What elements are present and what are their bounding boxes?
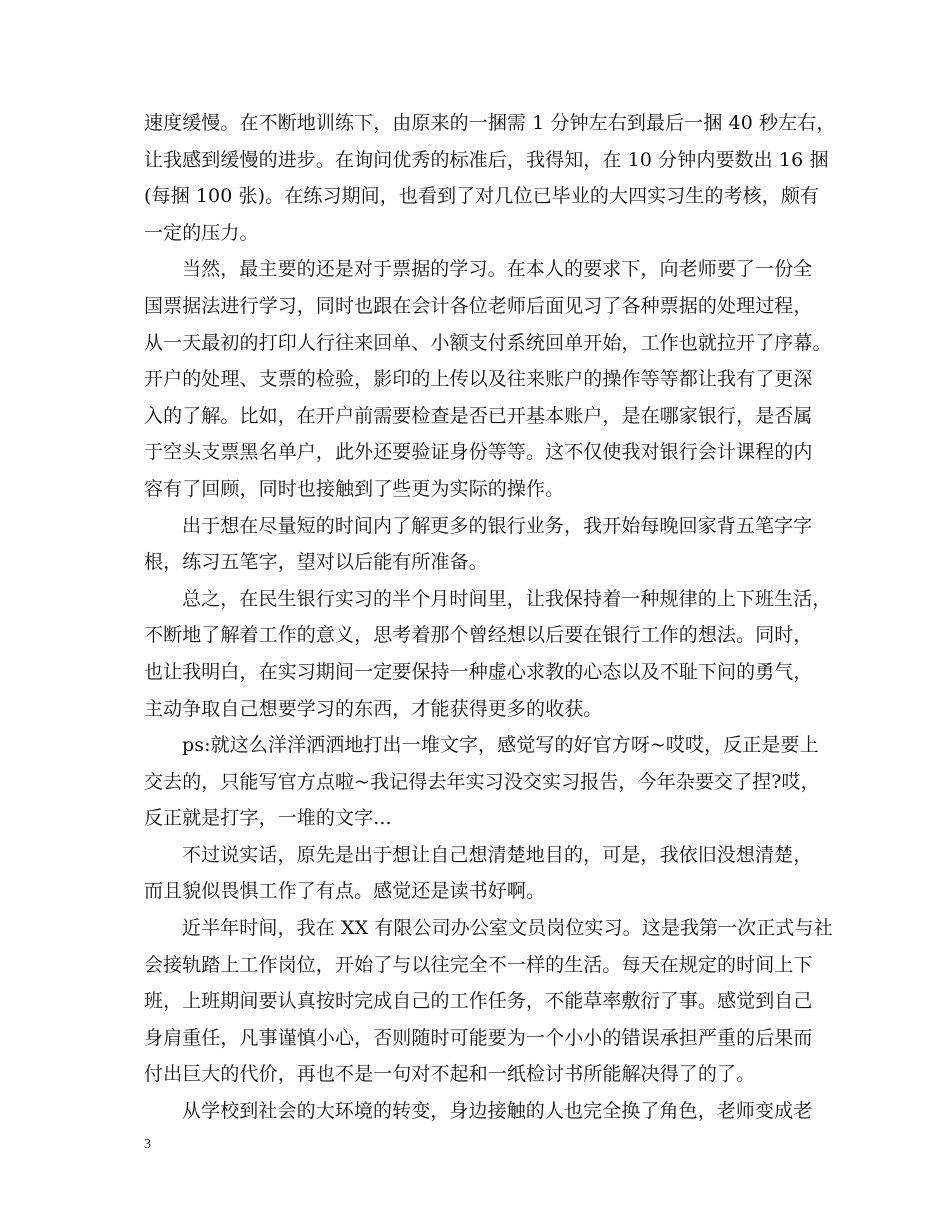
text-line: 主动争取自己想要学习的东西，才能获得更多的收获。 (144, 697, 603, 720)
text-line: 根，练习五笔字，望对以后能有所准备。 (144, 551, 488, 574)
text-line: 会接轨踏上工作岗位，开始了与以往完全不一样的生活。每天在规定的时间上下 (144, 953, 813, 976)
text-line: 于空头支票黑名单户，此外还要验证身份等等。这不仅使我对银行会计课程的内 (144, 441, 813, 464)
document-body (144, 105, 834, 1130)
text-line: 从学校到社会的大环境的转变，身边接触的人也完全换了角色，老师变成老 (182, 1100, 813, 1123)
paragraph (144, 105, 834, 251)
paragraph (144, 727, 834, 837)
paragraph (144, 508, 834, 581)
text-line: 出于想在尽量短的时间内了解更多的银行业务，我开始每晚回家背五笔字字 (182, 514, 813, 537)
text-line: 身肩重任，凡事谨慎小心，否则随时可能要为一个小小的错误承担严重的后果而 (144, 1026, 813, 1049)
paragraph (144, 251, 834, 507)
text-line: 总之，在民生银行实习的半个月时间里，让我保持着一种规律的上下班生活， (182, 587, 832, 610)
text-line: 国票据法进行学习，同时也跟在会计各位老师后面见习了各种票据的处理过程， (144, 294, 813, 317)
paragraph (144, 837, 834, 910)
text-line: 交去的，只能写官方点啦~我记得去年实习没交实习报告，今年杂要交了捏?哎， (144, 770, 820, 793)
paragraph (144, 581, 834, 727)
text-line: 班，上班期间要认真按时完成自己的工作任务，不能草率敷衍了事。感觉到自己 (144, 990, 813, 1013)
text-line: 入的了解。比如，在开户前需要检查是否已开基本账户，是在哪家银行，是否属 (144, 404, 813, 427)
paragraph (144, 1093, 834, 1130)
text-line: ps:就这么洋洋洒洒地打出一堆文字，感觉写的好官方呀~哎哎，反正是要上 (182, 734, 819, 757)
text-line: 近半年时间，我在 XX 有限公司办公室文员岗位实习。这是我第一次正式与社 (182, 917, 833, 940)
text-line: 不断地了解着工作的意义，思考着那个曾经想以后要在银行工作的想法。同时， (144, 624, 813, 647)
text-line: 付出巨大的代价，再也不是一句对不起和一纸检讨书所能解决得了的了。 (144, 1063, 756, 1086)
text-line: (每捆 100 张)。在练习期间，也看到了对几位已毕业的大四实习生的考核，颇有 (144, 185, 820, 208)
text-line: 速度缓慢。在不断地训练下，由原来的一捆需 1 分钟左右到最后一捆 40 秒左右， (144, 112, 836, 134)
text-line: 而且貌似畏惧工作了有点。感觉还是读书好啊。 (144, 880, 546, 903)
text-line: 让我感到缓慢的进步。在询问优秀的标准后，我得知，在 10 分钟内要数出 16 捆 (144, 148, 829, 171)
text-line: 从一天最初的打印人行往来回单、小额支付系统回单开始，工作也就拉开了序幕。 (144, 331, 832, 354)
text-line: 容有了回顾，同时也接触到了些更为实际的操作。 (144, 477, 565, 500)
text-line: 当然，最主要的还是对于票据的学习。在本人的要求下，向老师要了一份全 (182, 258, 813, 281)
text-line: 也让我明白，在实习期间一定要保持一种虚心求教的心态以及不耻下问的勇气， (144, 660, 813, 683)
text-line: 一定的压力。 (144, 221, 259, 244)
text-line: 不过说实话，原先是出于想让自己想清楚地目的，可是，我依旧没想清楚， (182, 843, 813, 866)
paragraph (144, 910, 834, 1093)
text-line: 开户的处理、支票的检验，影印的上传以及往来账户的操作等等都让我有了更深 (144, 368, 813, 391)
page-number: 3 (144, 1137, 151, 1152)
text-line: 反正就是打字，一堆的文字... (144, 807, 392, 830)
